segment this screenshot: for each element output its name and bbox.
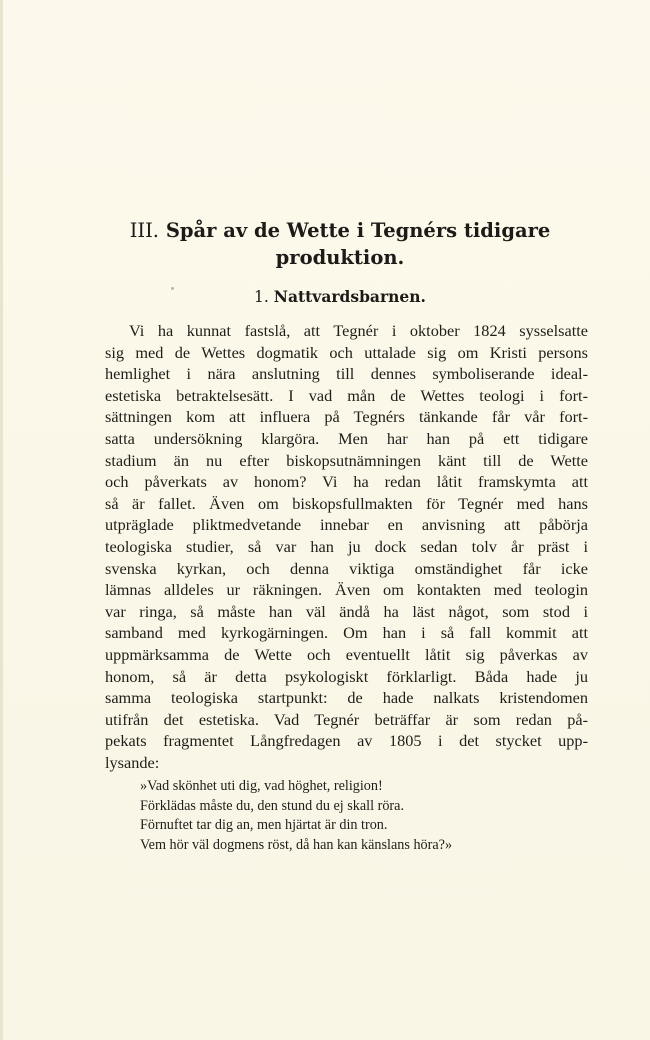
paragraph-line: samband med kyrkogärningen. Om han i så fall kommit att bbox=[105, 623, 588, 643]
verse-line: Förnuftet tar dig an, men hjärtat är din tron. bbox=[140, 817, 388, 834]
body-paragraph bbox=[105, 320, 588, 773]
paragraph-line: sig med de Wettes dogmatik och uttalade sig om Kristi persons bbox=[105, 342, 588, 362]
paragraph-line: samma teologiska startpunkt: de hade nalkats kristendomen bbox=[105, 688, 588, 708]
section-number: 1. bbox=[254, 288, 269, 306]
paragraph-line: teologiska studier, så var han ju dock sedan tolv år präst i bbox=[105, 536, 588, 556]
paragraph-line: sättningen kom att influera på Tegnérs tänkande får vår fort- bbox=[105, 407, 588, 427]
paragraph-line: honom, så är detta psykologiskt förklarligt. Båda hade ju bbox=[105, 666, 588, 686]
paragraph-line: hemlighet i nära anslutning till dennes symboliserande ideal- bbox=[105, 364, 588, 384]
paragraph-line: var ringa, så måste han väl ändå ha läst något, som stod i bbox=[105, 601, 588, 621]
paragraph-line: uppmärksamma de Wette och eventuellt låtit sig påverkas av bbox=[105, 644, 588, 664]
paragraph-line: utpräglade pliktmedvetande innebar en anvisning att påbörja bbox=[105, 515, 588, 535]
paragraph-line: Vi ha kunnat fastslå, att Tegnér i oktober 1824 sysselsatte bbox=[129, 321, 588, 340]
verse-line: Vem hör väl dogmens röst, då han kan känslans höra?» bbox=[140, 836, 453, 853]
chapter-numeral: III. bbox=[129, 219, 160, 242]
paragraph-line: lysande: bbox=[105, 752, 160, 772]
paragraph-line: stadium än nu efter biskopsutnämningen känt till de Wette bbox=[105, 450, 588, 470]
paragraph-line: och påverkats av honom? Vi ha redan låtit framskymta att bbox=[105, 472, 588, 492]
paragraph-line: satta undersökning klargöra. Men har han på ett tidigare bbox=[105, 428, 588, 448]
chapter-title-line-2: produktion. bbox=[275, 246, 405, 269]
page-edge bbox=[0, 0, 3, 1040]
section-title: Nattvardsbarnen. bbox=[273, 287, 426, 306]
verse-quotation bbox=[140, 777, 610, 855]
paragraph-line: lämnas alldeles ur räkningen. Även om kontakten med teologin bbox=[105, 580, 588, 600]
verse-line: »Vad skönhet uti dig, vad höghet, religion! bbox=[140, 778, 383, 794]
paragraph-line: så är fallet. Även om biskopsfullmakten för Tegnér med hans bbox=[105, 493, 588, 513]
paragraph-line: utifrån det estetiska. Vad Tegnér beträffar är som redan på- bbox=[105, 709, 588, 729]
verse-line: Förklädas måste du, den stund du ej skall röra. bbox=[140, 797, 404, 814]
chapter-title-line-1: Spår av de Wette i Tegnérs tidigare bbox=[165, 219, 551, 242]
paragraph-line: estetiska betraktelsesätt. I vad mån de Wettes teologi i fort- bbox=[105, 385, 588, 405]
paragraph-line: pekats fragmentet Långfredagen av 1805 i det stycket upp- bbox=[105, 731, 588, 751]
paragraph-line: svenska kyrkan, och denna viktiga omständighet får icke bbox=[105, 558, 588, 578]
section-heading bbox=[160, 286, 520, 308]
chapter-heading bbox=[60, 218, 620, 244]
